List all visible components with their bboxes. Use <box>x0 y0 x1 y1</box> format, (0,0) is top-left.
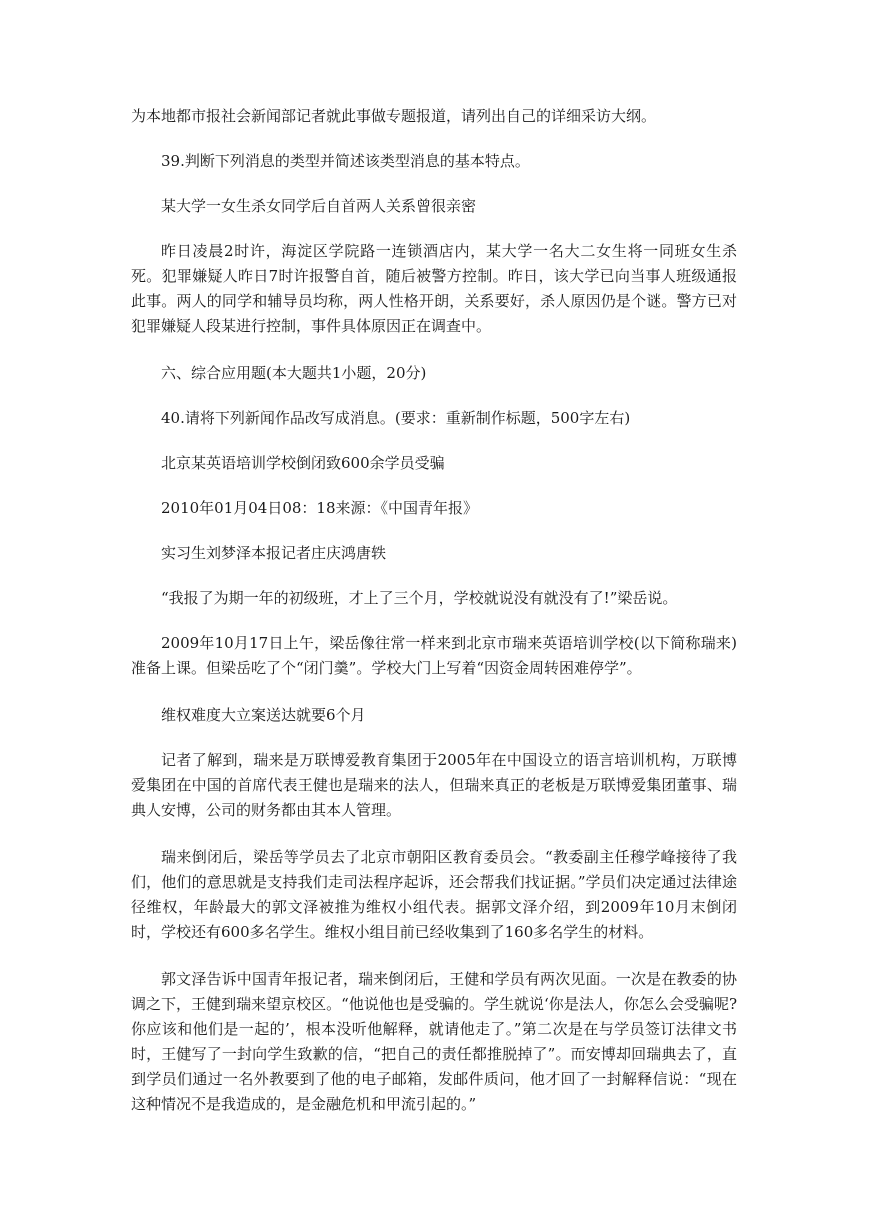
news-dateline: 2010年01月04日08：18来源：《中国青年报》 <box>161 499 479 517</box>
section-heading-6: 六、综合应用题(本大题共1小题，20分) <box>161 364 427 382</box>
quote-paragraph: “我报了为期一年的初级班，才上了三个月，学校就说没有就没有了!”梁岳说。 <box>161 589 678 607</box>
news-body-3: 记者了解到，瑞来是万联博爱教育集团于2005年在中国设立的语言培训机构，万联博爱集团在中国的首席代表王健也是瑞来的法人，但瑞来真正的老板是万联博爱集团董事、瑞典人安博，公司的财务都由其本人管理。 <box>131 751 737 819</box>
question-40: 40.请将下列新闻作品改写成消息。(要求：重新制作标题，500字左右) <box>161 409 631 427</box>
news-headline-2: 北京某英语培训学校倒闭致600余学员受骗 <box>161 454 445 472</box>
subheading-rights: 维权难度大立案送达就要6个月 <box>161 706 366 724</box>
news-body-2: 2009年10月17日上午，梁岳像往常一样来到北京市瑞来英语培训学校(以下简称瑞来)准备上课。但梁岳吃了个“闭门羹”。学校大门上写着“因资金周转困难停学”。 <box>131 634 737 677</box>
news-headline-1: 某大学一女生杀女同学后自首两人关系曾很亲密 <box>161 197 477 215</box>
news-body-4: 瑞来倒闭后，梁岳等学员去了北京市朝阳区教育委员会。“教委副主任穆学峰接待了我们，他们的意思就是支持我们走司法程序起诉，还会帮我们找证据。”学员们决定通过法律途径维权，年龄最大的郭文泽被推为维权小组代表。据郭文泽介绍，到2009年10月末倒闭时，学校还有600多名学生。维权小组目前已经收集到了160多名学生的材料。 <box>131 848 737 941</box>
news-body-5: 郭文泽告诉中国青年报记者，瑞来倒闭后，王健和学员有两次见面。一次是在教委的协调之下，王健到瑞来望京校区。“他说他也是受骗的。学生就说‘你是法人，你怎么会受骗呢?你应该和他们是一起的’，根本没听他解释，就请他走了。”第二次是在与学员签订法律文书时，王健写了一封向学生致歉的信，“把自己的责任都推脱掉了”。而安博却回瑞典去了，直到学员们通过一名外教要到了他的电子邮箱，发邮件质问，他才回了一封解释信说：“现在这种情况不是我造成的，是金融危机和甲流引起的。” <box>131 970 737 1113</box>
news-byline: 实习生刘梦泽本报记者庄庆鸿唐轶 <box>161 544 387 562</box>
news-body-1: 昨日凌晨2时许，海淀区学院路一连锁酒店内，某大学一名大二女生将一同班女生杀死。犯罪嫌疑人昨日7时许报警自首，随后被警方控制。昨日，该大学已向当事人班级通报此事。两人的同学和辅导员均称，两人性格开朗，关系要好，杀人原因仍是个谜。警方已对犯罪嫌疑人段某进行控制，事件具体原因正在调查中。 <box>131 242 737 335</box>
paragraph-interview-outline: 为本地都市报社会新闻部记者就此事做专题报道，请列出自己的详细采访大纲。 <box>131 107 657 125</box>
document-page <box>131 104 737 1117</box>
question-39: 39.判断下列消息的类型并简述该类型消息的基本特点。 <box>161 152 530 170</box>
